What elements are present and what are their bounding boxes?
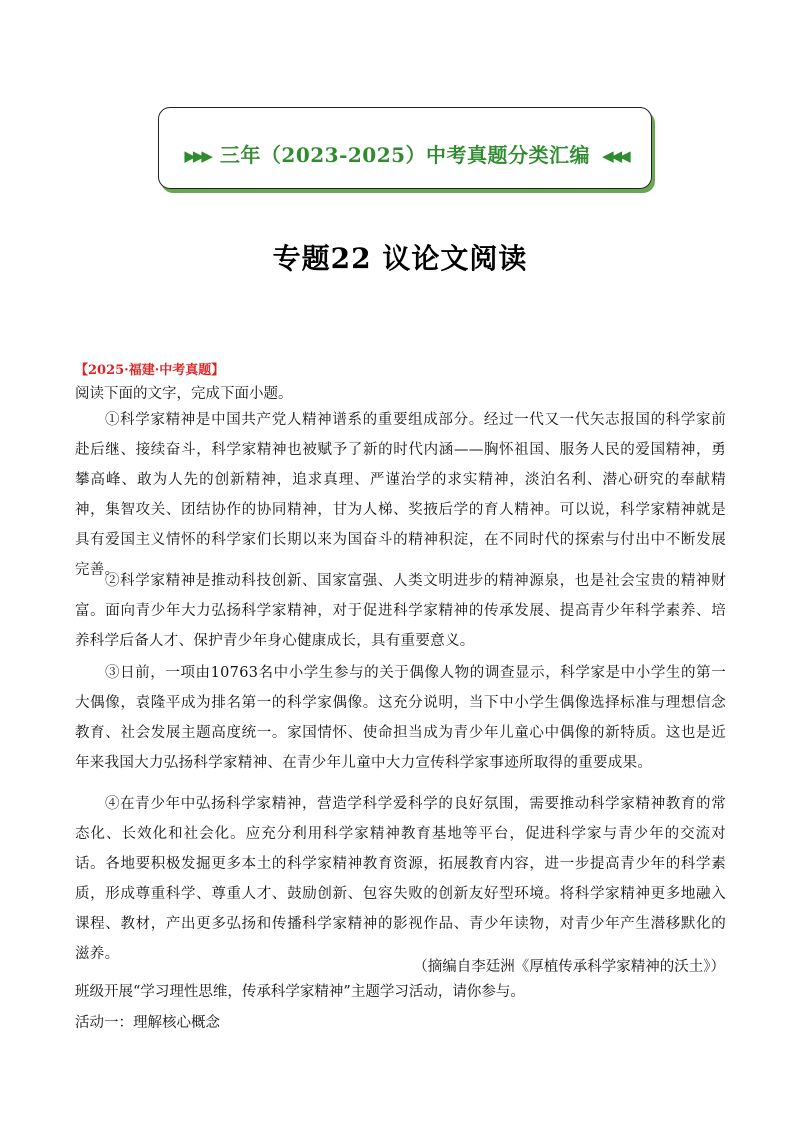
paragraph-2: ②科学家精神是推动科技创新、国家富强、人类文明进步的精神源泉，也是社会宝贵的精神财富。面向青少年大力弘扬科学家精神，对于促进科学家精神的传承发展、提高青少年科学素养、培养科学后备人才、保护青少年身心健康成长，具有重要意义。	[75, 573, 726, 649]
left-arrows-icon: ▶▶▶	[184, 147, 210, 165]
page-title: 专题22 议论文阅读	[272, 242, 528, 275]
source-tag: 【2025·福建·中考真题】	[75, 363, 225, 378]
paragraph-4: ④在青少年中弘扬科学家精神，营造学科学爱科学的良好氛围，需要推动科学家精神教育的常态化、长效化和社会化。应充分利用科学家精神教育基地等平台，促进科学家与青少年的交流对话。各地要积极发掘更多本土的科学家精神教育资源，拓展教育内容，进一步提高青少年的科学素质，形成尊重科学、尊重人才、鼓励创新、包容失败的创新友好型环境。将科学家精神更多地融入课程、教材，产出更多弘扬和传播科学家精神的影视作品、青少年读物，对青少年产生潜移默化的滋养。	[75, 796, 726, 962]
activity-intro: 班级开展“学习理性思维，传承科学家精神”主题学习活动，请你参与。	[75, 984, 525, 1000]
paragraph-1: ①科学家精神是中国共产党人精神谱系的重要组成部分。经过一代又一代矢志报国的科学家前赴后继、接续奋斗，科学家精神也被赋予了新的时代内涵——胸怀祖国、服务人民的爱国精神，勇攀高峰、敢为人先的创新精神，追求真理、严谨治学的求实精神，淡泊名利、潜心研究的奉献精神，集智攻关、团结协作的协同精神，甘为人梯、奖掖后学的育人精神。可以说，科学家精神就是具有爱国主义情怀的科学家们长期以来为国奋斗的精神积淀，在不同时代的探索与付出中不断发展完善。	[75, 412, 726, 578]
series-banner	[158, 107, 652, 189]
banner-text: 三年（2023-2025）中考真题分类汇编	[219, 143, 591, 167]
banner-content	[169, 139, 643, 168]
paragraph-3: ③日前，一项由10763名中小学生参与的关于偶像人物的调查显示，科学家是中小学生的第一大偶像，袁隆平成为排名第一的科学家偶像。这充分说明，当下中小学生偶像选择标准与理想信念教育、社会发展主题高度统一。家国情怀、使命担当成为青少年儿童心中偶像的新特质。这也是近年来我国大力弘扬科学家精神、在青少年儿童中大力宣传科学家事迹所取得的重要成果。	[75, 665, 726, 771]
right-arrows-icon: ◀◀◀	[602, 147, 628, 165]
activity-one-heading: 活动一：理解核心概念	[75, 1015, 220, 1031]
reading-instruction: 阅读下面的文字，完成下面小题。	[75, 386, 293, 402]
citation: （摘编自李廷洲《厚植传承科学家精神的沃土》）	[413, 959, 725, 975]
